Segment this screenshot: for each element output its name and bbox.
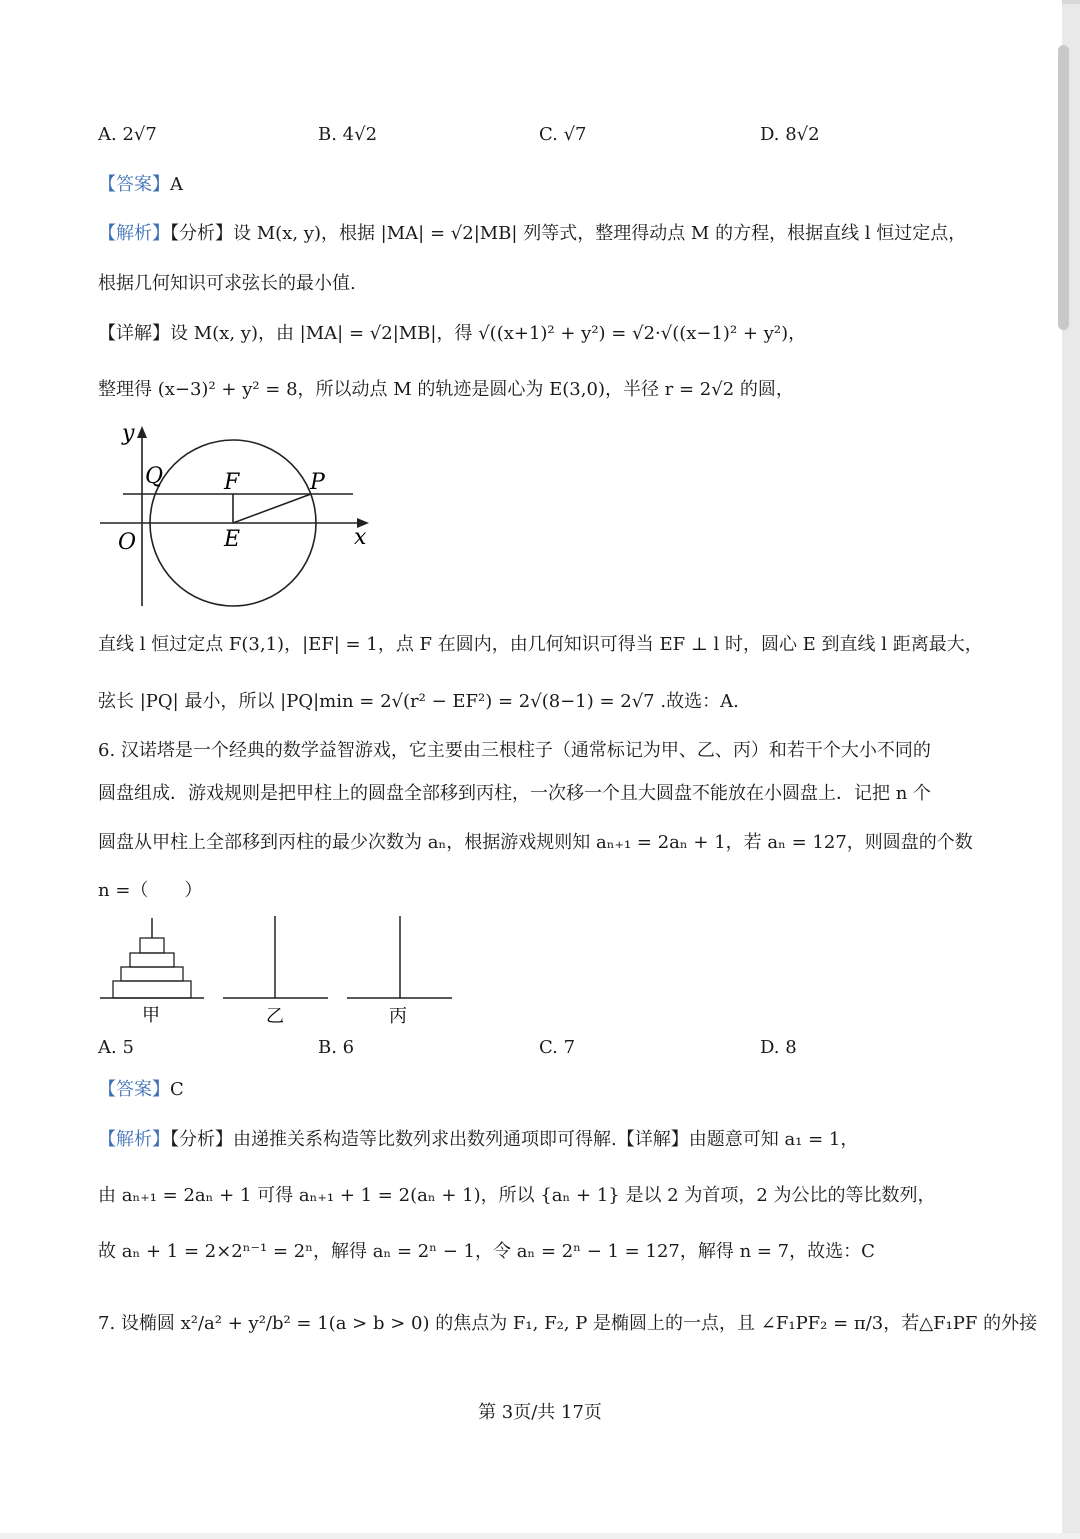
peg1-label: 甲	[142, 1005, 160, 1026]
analysis-tag: 【解析】	[98, 223, 170, 244]
q5-detail-line4: 弦长 |PQ| 最小，所以 |PQ|min = 2√(r² − EF²) = 2√(8−1) = 2√7 .故选：A.	[98, 691, 739, 712]
peg3-label: 丙	[389, 1006, 407, 1027]
label-f: F	[224, 470, 240, 495]
q5-answer	[98, 171, 183, 199]
q6-analysis-line2: 由 aₙ₊₁ = 2aₙ + 1 可得 aₙ₊₁ + 1 = 2(aₙ + 1)，所以 {aₙ + 1} 是以 2 为首项，2 为公比的等比数列，	[98, 1185, 936, 1206]
q7-line1: 7. 设椭圆 x²/a² + y²/b² = 1(a > b > 0) 的焦点为 F₁, F₂, P 是椭圆上的一点，且 ∠F₁PF₂ = π/3，若△F₁PF 的外接	[98, 1313, 1038, 1334]
disk-4	[113, 981, 191, 998]
q6-analysis-line3: 故 aₙ + 1 = 2×2ⁿ⁻¹ = 2ⁿ，解得 aₙ = 2ⁿ − 1，令 aₙ = 2ⁿ − 1 = 127，解得 n = 7，故选：C	[98, 1241, 875, 1262]
q5-analysis-line2: 根据几何知识可求弦长的最小值.	[98, 273, 356, 294]
answer-value: A	[170, 174, 183, 195]
q6-option-d: D. 8	[760, 1037, 797, 1058]
y-arrow	[137, 426, 147, 438]
label-p: P	[310, 470, 325, 495]
label-e: E	[224, 527, 241, 552]
q6-line4: n =（ ）	[98, 880, 203, 901]
q6-line3: 圆盘从甲柱上全部移到丙柱的最少次数为 aₙ，根据游戏规则知 aₙ₊₁ = 2aₙ + 1，若 aₙ = 127，则圆盘的个数	[98, 832, 973, 853]
q6-line2: 圆盘组成．游戏规则是把甲柱上的圆盘全部移到丙柱，一次移一个且大圆盘不能放在小圆盘上．记把 n 个	[98, 783, 932, 804]
analysis-text: 【分析】设 M(x, y)，根据 |MA| = √2|MB| 列等式，整理得动点 M 的方程，根据直线 l 恒过定点，	[170, 223, 967, 244]
answer-tag: 【答案】	[98, 174, 170, 195]
label-x: x	[354, 525, 367, 550]
disk-3	[121, 967, 183, 981]
q5-detail-line3: 直线 l 恒过定点 F(3,1)，|EF| = 1，点 F 在圆内，由几何知识可得当 EF ⊥ l 时，圆心 E 到直线 l 距离最大，	[98, 634, 983, 655]
q5-option-b: B. 4√2	[318, 124, 378, 145]
bottom-edge	[0, 1533, 1080, 1539]
analysis-text: 【分析】由递推关系构造等比数列求出数列通项即可得解.【详解】由题意可知 a₁ = 1，	[170, 1129, 859, 1150]
q5-option-a: A. 2√7	[98, 124, 157, 145]
hanoi-diagram	[98, 912, 458, 1027]
q6-option-c: C. 7	[539, 1037, 576, 1058]
label-q: Q	[145, 464, 164, 489]
q5-detail-line2: 整理得 (x−3)² + y² = 8，所以动点 M 的轨迹是圆心为 E(3,0)，半径 r = 2√2 的圆，	[98, 379, 794, 400]
q6-analysis-line1	[98, 1126, 858, 1154]
scrollbar-thumb[interactable]	[1058, 45, 1069, 330]
q6-option-b: B. 6	[318, 1037, 355, 1058]
circle-diagram	[95, 420, 385, 615]
q6-option-a: A. 5	[98, 1037, 134, 1058]
q6-answer	[98, 1076, 184, 1104]
q5-detail-line1: 【详解】设 M(x, y)，由 |MA| = √2|MB|，得 √((x+1)² + y²) = √2·√((x−1)² + y²)，	[98, 323, 807, 344]
label-o: O	[118, 530, 137, 555]
analysis-tag: 【解析】	[98, 1129, 170, 1150]
page-number: 第 3页/共 17页	[478, 1402, 602, 1423]
disk-2	[130, 953, 174, 967]
peg2-label: 乙	[266, 1006, 284, 1027]
disk-1	[140, 938, 164, 953]
segment-ep	[233, 494, 311, 523]
answer-tag: 【答案】	[98, 1079, 170, 1100]
q5-option-c: C. √7	[539, 124, 587, 145]
answer-value: C	[170, 1079, 184, 1100]
q5-analysis-line1	[98, 220, 966, 248]
q6-line1: 6. 汉诺塔是一个经典的数学益智游戏，它主要由三根柱子（通常标记为甲、乙、丙）和若干个大小不同的	[98, 740, 931, 761]
label-y: y	[122, 421, 135, 446]
q5-option-d: D. 8√2	[760, 124, 820, 145]
